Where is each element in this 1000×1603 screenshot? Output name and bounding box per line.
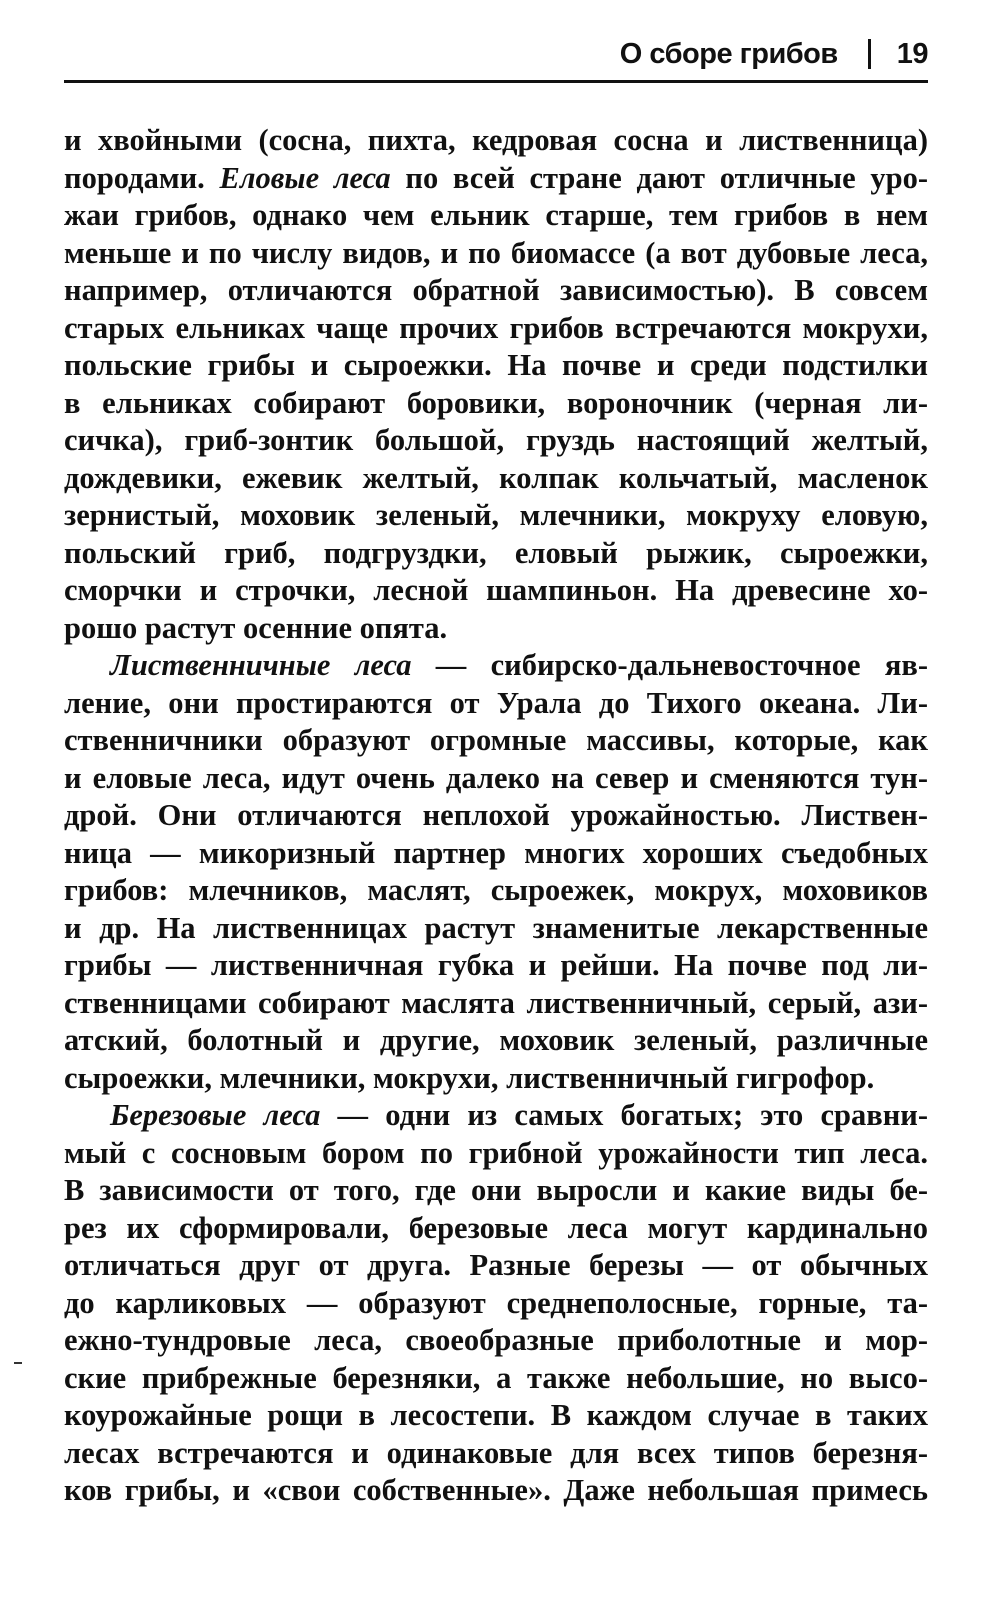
text-run: ков грибы, и «свои собственные». Даже небольшая примесь [64, 1473, 928, 1507]
text-line [64, 947, 928, 985]
text-line [64, 535, 928, 573]
text-run: жаи грибов, однако чем ельник старше, тем грибов в нем [64, 198, 928, 232]
text-run: В зависимости от того, где они выросли и какие виды бе- [64, 1173, 928, 1207]
text-run: сыроежки, млечники, мокрухи, лиственничный гигрофор. [64, 1060, 875, 1095]
text-line [64, 1322, 928, 1360]
text-line [64, 835, 928, 873]
text-run: рез их сформировали, березовые леса могут кардинально [64, 1210, 928, 1245]
text-run: ственничники образуют огромные массивы, которые, как [64, 723, 928, 757]
text-run: до карликовых — образуют среднеполосные, горные, та- [64, 1285, 928, 1320]
text-line [64, 422, 928, 460]
text-line [64, 1360, 928, 1398]
text-line [64, 1285, 928, 1323]
text-run: ление, они простираются от Урала до Тихого океана. Ли- [64, 685, 928, 720]
text-run: в ельниках собирают боровики, вороночник (черная ли- [64, 385, 928, 420]
italic-term: Березовые леса [110, 1098, 321, 1132]
text-line [64, 272, 928, 310]
text-line [64, 910, 928, 948]
text-run: и хвойными (сосна, пихта, кедровая сосна и лиственница) [64, 123, 928, 157]
text-run: например, отличаются обратной зависимостью). В совсем [64, 273, 928, 307]
page-number: 19 [896, 37, 928, 70]
text-line [64, 685, 928, 723]
text-run: старых ельниках чаще прочих грибов встречаются мокрухи, [64, 310, 928, 345]
text-line [64, 235, 928, 273]
text-run: мый с сосновым бором по грибной урожайности тип леса. [64, 1135, 928, 1170]
text-run: грибы — лиственничная губка и рейши. На почве под ли- [64, 948, 928, 982]
margin-mark [14, 1362, 22, 1364]
text-line [64, 1135, 928, 1173]
text-line [64, 1097, 928, 1135]
text-line [64, 310, 928, 348]
text-run: коурожайные рощи в лесостепи. В каждом случае в таких [64, 1398, 928, 1432]
text-line [64, 1172, 928, 1210]
text-line [64, 385, 928, 423]
text-line [64, 872, 928, 910]
text-line [64, 347, 928, 385]
text-run: ственницами собирают маслята лиственничный, серый, ази- [64, 985, 928, 1020]
text-line [64, 1060, 928, 1098]
text-line [64, 1210, 928, 1248]
header-separator [868, 39, 871, 69]
text-run: и еловые леса, идут очень далеко на север и сменяются тун- [64, 760, 928, 795]
running-header [64, 30, 928, 78]
text-line [64, 1022, 928, 1060]
text-line [64, 722, 928, 760]
text-run: и др. На лиственницах растут знаменитые лекарственные [64, 910, 928, 945]
text-line [64, 797, 928, 835]
text-run: породами. [64, 160, 220, 195]
text-run: ница — микоризный партнер многих хороших съедобных [64, 835, 928, 870]
text-run: меньше и по числу видов, и по биомассе (а вот дубовые леса, [64, 235, 928, 270]
text-line [64, 572, 928, 610]
text-run: лесах встречаются и одинаковые для всех типов березня- [64, 1435, 928, 1470]
text-run: — одни из самых богатых; это сравни- [320, 1098, 928, 1132]
text-run: дрой. Они отличаются неплохой урожайностью. Листвен- [64, 798, 928, 832]
text-run: атский, болотный и другие, моховик зеленый, различные [64, 1023, 928, 1057]
header-rule [64, 80, 928, 83]
text-line [64, 1472, 928, 1510]
text-line [64, 1397, 928, 1435]
text-run: по всей стране дают отличные уро- [390, 160, 929, 195]
text-line [64, 197, 928, 235]
text-line [64, 460, 928, 498]
text-run: зернистый, моховик зеленый, млечники, мокруху еловую, [64, 498, 928, 532]
text-run: рошо растут осенние опята. [64, 610, 448, 645]
text-run: польский гриб, подгруздки, еловый рыжик, сыроежки, [64, 535, 928, 570]
text-run: отличаться друг от друга. Разные березы — от обычных [64, 1248, 928, 1282]
body-text [64, 122, 928, 1510]
text-line [64, 122, 928, 160]
text-line [64, 647, 928, 685]
text-line [64, 1247, 928, 1285]
text-line [64, 760, 928, 798]
text-run: — сибирско-дальневосточное яв- [411, 648, 928, 682]
italic-term: Еловые леса [219, 160, 391, 195]
text-line [64, 610, 928, 648]
text-run: дождевики, ежевик желтый, колпак кольчатый, масленок [64, 460, 928, 495]
text-run: польские грибы и сыроежки. На почве и среди подстилки [64, 348, 928, 382]
text-run: сичка), гриб-зонтик большой, груздь настоящий желтый, [64, 423, 928, 457]
chapter-title: О сборе грибов [619, 37, 838, 70]
text-line [64, 1435, 928, 1473]
text-run: ежно-тундровые леса, своеобразные приболотные и мор- [64, 1323, 928, 1357]
text-line [64, 497, 928, 535]
text-run: сморчки и строчки, лесной шампиньон. На древесине хо- [64, 573, 928, 607]
text-line [64, 985, 928, 1023]
text-run: ские прибрежные березняки, а также небольшие, но высо- [64, 1360, 928, 1395]
text-run: грибов: млечников, маслят, сыроежек, мокрух, моховиков [64, 873, 928, 907]
italic-term: Лиственничные леса [110, 648, 412, 682]
text-line [64, 160, 928, 198]
